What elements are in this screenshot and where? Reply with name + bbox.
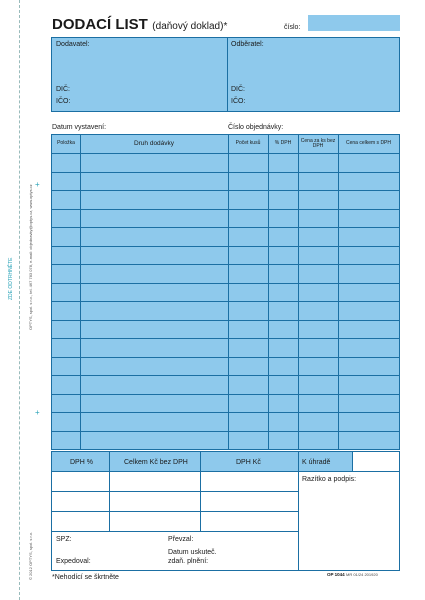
table-row-divider: [52, 283, 399, 284]
copyright-text: © 2012 OPTYS, spol. s r.o.: [28, 531, 33, 580]
column-header: Druh dodávky: [133, 140, 175, 148]
k-uhrade-label: K úhradě: [302, 459, 331, 466]
product-meta: MR 01/24 201920: [346, 572, 378, 577]
table-row-divider: [52, 431, 399, 432]
footnote: *Nehodící se škrtněte: [52, 574, 119, 581]
spz-label: SPZ:: [56, 536, 72, 543]
table-row-divider: [52, 338, 399, 339]
plus-mark: +: [35, 408, 40, 417]
parties-box: [51, 37, 400, 112]
dodavatel-ico-label: IČO:: [56, 98, 71, 105]
cislo-field[interactable]: [308, 15, 400, 31]
table-row-divider: [52, 264, 399, 265]
title-sub: (daňový doklad)*: [152, 21, 228, 32]
table-row-divider: [52, 246, 399, 247]
table-row-divider: [52, 190, 399, 191]
table-row-divider: [52, 394, 399, 395]
dodavatel-dic-label: DIČ:: [56, 86, 70, 93]
column-header: Počet kusů: [235, 140, 261, 147]
plus-mark: +: [35, 180, 40, 189]
prevzal-label: Převzal:: [168, 536, 194, 543]
datum-vystaveni-label: Datum vystavení:: [52, 124, 107, 131]
column-header: Cena celkem s DPH: [345, 140, 391, 147]
dodavatel-label: Dodavatel:: [56, 41, 90, 48]
cislo-label: číslo:: [284, 24, 301, 31]
table-row-divider: [52, 227, 399, 228]
celkem-bez-dph-label: Celkem Kč bez DPH: [124, 459, 188, 466]
odberatel-ico-label: IČO:: [231, 98, 246, 105]
perforation-line: [19, 0, 20, 600]
odberatel-label: Odběratel:: [231, 41, 264, 48]
table-row-divider: [52, 172, 399, 173]
zdan-plneni-label: zdaň. plnění:: [168, 558, 209, 565]
title-main: DODACÍ LIST: [52, 16, 148, 33]
table-row-divider: [52, 301, 399, 302]
table-row-divider: [52, 357, 399, 358]
page-title: [52, 16, 227, 34]
table-row-divider: [52, 320, 399, 321]
tear-off-text: ZDE ODTRHNĚTE: [8, 257, 14, 300]
column-header: Cena za ks bez DPH: [300, 137, 336, 149]
summary-box: [51, 451, 400, 571]
product-code: OP 1044: [327, 572, 345, 577]
razitko-label: Razítko a podpis:: [302, 476, 357, 483]
table-row-divider: [52, 209, 399, 210]
items-table: [51, 134, 400, 450]
publisher-text: OPTYS, spol. s r.o., tel. 467 783 078, e-mail: objednavky@optys.cz, www.optys.cz: [28, 184, 33, 330]
table-row-divider: [52, 375, 399, 376]
column-header: Položka: [57, 140, 75, 147]
cislo-objednavky-label: Číslo objednávky:: [228, 124, 284, 131]
dph-kc-label: DPH Kč: [236, 459, 261, 466]
dph-percent-label: DPH %: [70, 459, 93, 466]
expedoval-label: Expedoval:: [56, 558, 91, 565]
datum-uskutec-label: Datum uskuteč.: [168, 549, 217, 556]
odberatel-dic-label: DIČ:: [231, 86, 245, 93]
column-header: % DPH: [274, 140, 292, 147]
table-row-divider: [52, 412, 399, 413]
